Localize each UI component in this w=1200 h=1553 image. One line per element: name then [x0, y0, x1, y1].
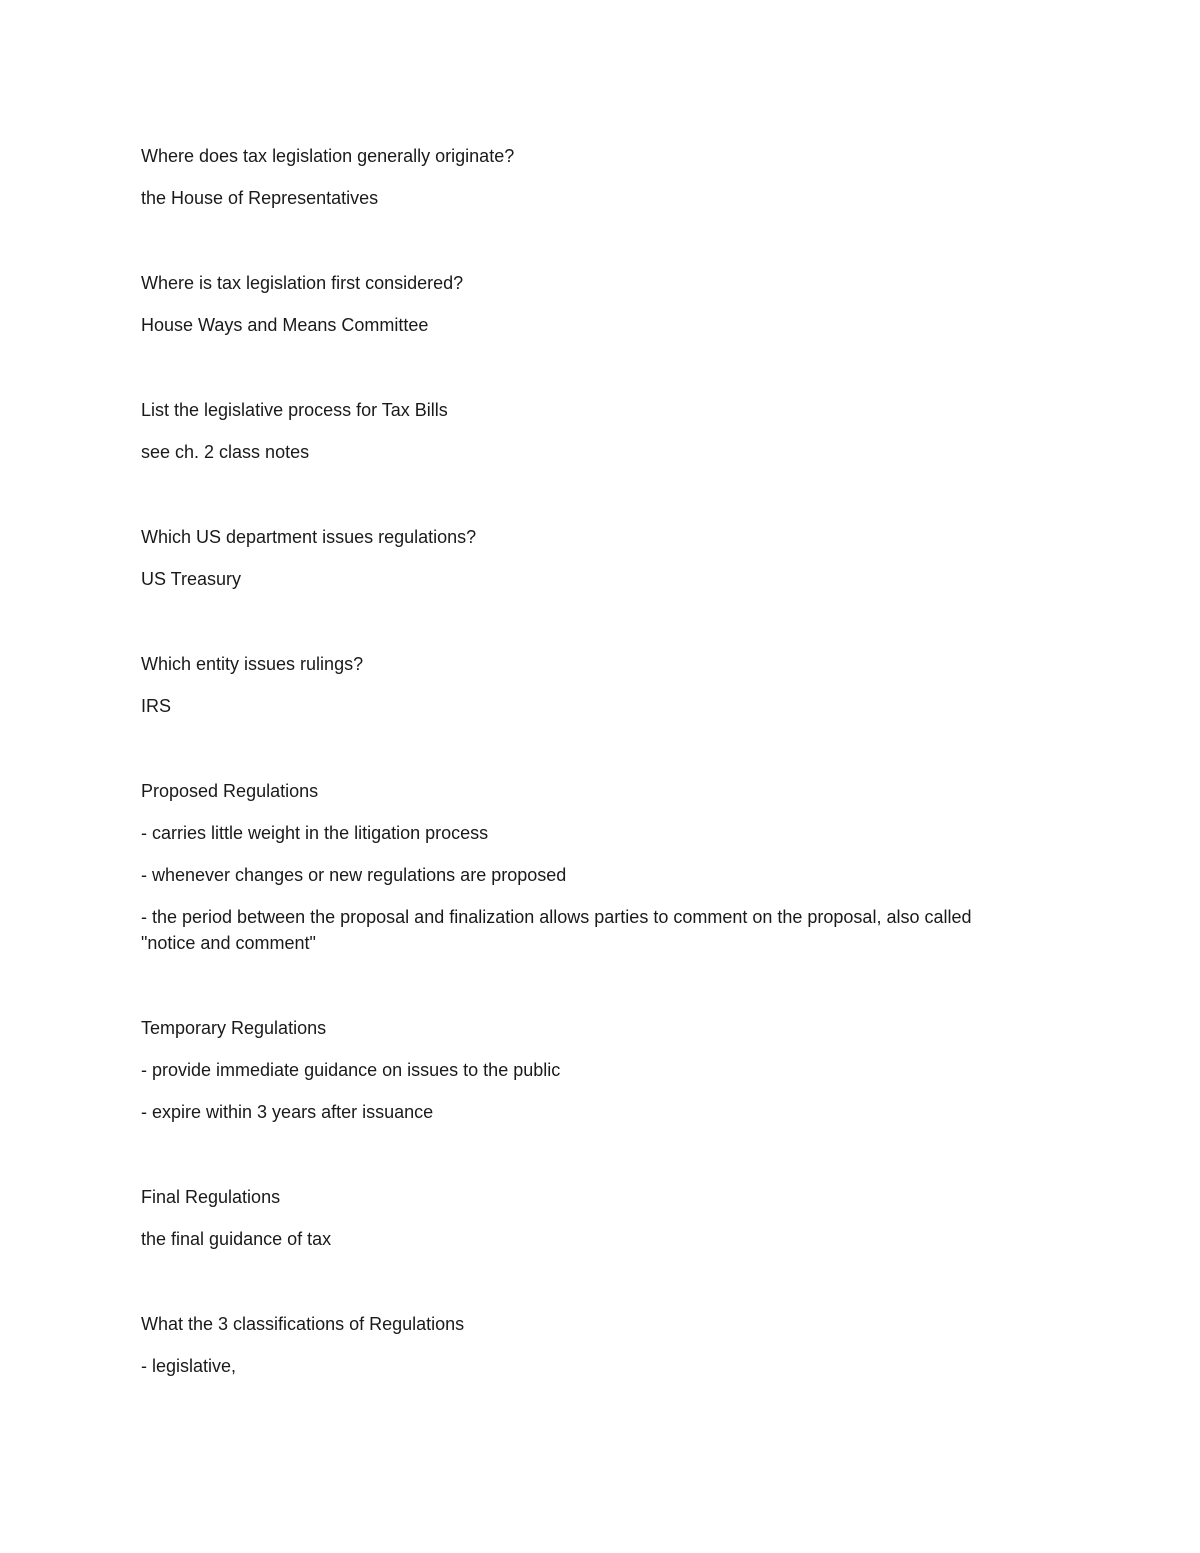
qa-block-proposed-regulations [141, 778, 1021, 956]
answer-text: the House of Representatives [141, 188, 379, 208]
bullet-line: - expire within 3 years after issuance [141, 1102, 434, 1122]
answer-text: House Ways and Means Committee [141, 315, 429, 335]
question-text: Which US department issues regulations? [141, 527, 477, 547]
bullet-line: - the period between the proposal and finalization allows parties to comment on the proposal, also called "notice and comment" [141, 907, 977, 953]
question-text: Which entity issues rulings? [141, 654, 364, 674]
question-text: What the 3 classifications of Regulations [141, 1314, 465, 1334]
question-text: List the legislative process for Tax Bills [141, 400, 448, 420]
qa-block-first-considered [141, 270, 1021, 338]
answer-text: IRS [141, 696, 172, 716]
bullet-line: - legislative, [141, 1356, 237, 1376]
qa-block-temporary-regulations [141, 1015, 1021, 1125]
bullet-line: - carries little weight in the litigation process [141, 823, 489, 843]
qa-block-classifications [141, 1311, 1021, 1379]
question-text: Where is tax legislation first considered? [141, 273, 464, 293]
qa-block-legislative-process [141, 397, 1021, 465]
answer-text: the final guidance of tax [141, 1229, 332, 1249]
question-text: Where does tax legislation generally originate? [141, 146, 515, 166]
section-heading: Temporary Regulations [141, 1018, 327, 1038]
answer-text: see ch. 2 class notes [141, 442, 310, 462]
document-body [141, 143, 1021, 1438]
bullet-line: - whenever changes or new regulations are proposed [141, 865, 567, 885]
qa-block-regulations-department [141, 524, 1021, 592]
section-heading: Final Regulations [141, 1187, 281, 1207]
qa-block-rulings-entity [141, 651, 1021, 719]
answer-text: US Treasury [141, 569, 242, 589]
qa-block-origin [141, 143, 1021, 211]
section-heading: Proposed Regulations [141, 781, 319, 801]
bullet-line: - provide immediate guidance on issues to the public [141, 1060, 561, 1080]
qa-block-final-regulations [141, 1184, 1021, 1252]
